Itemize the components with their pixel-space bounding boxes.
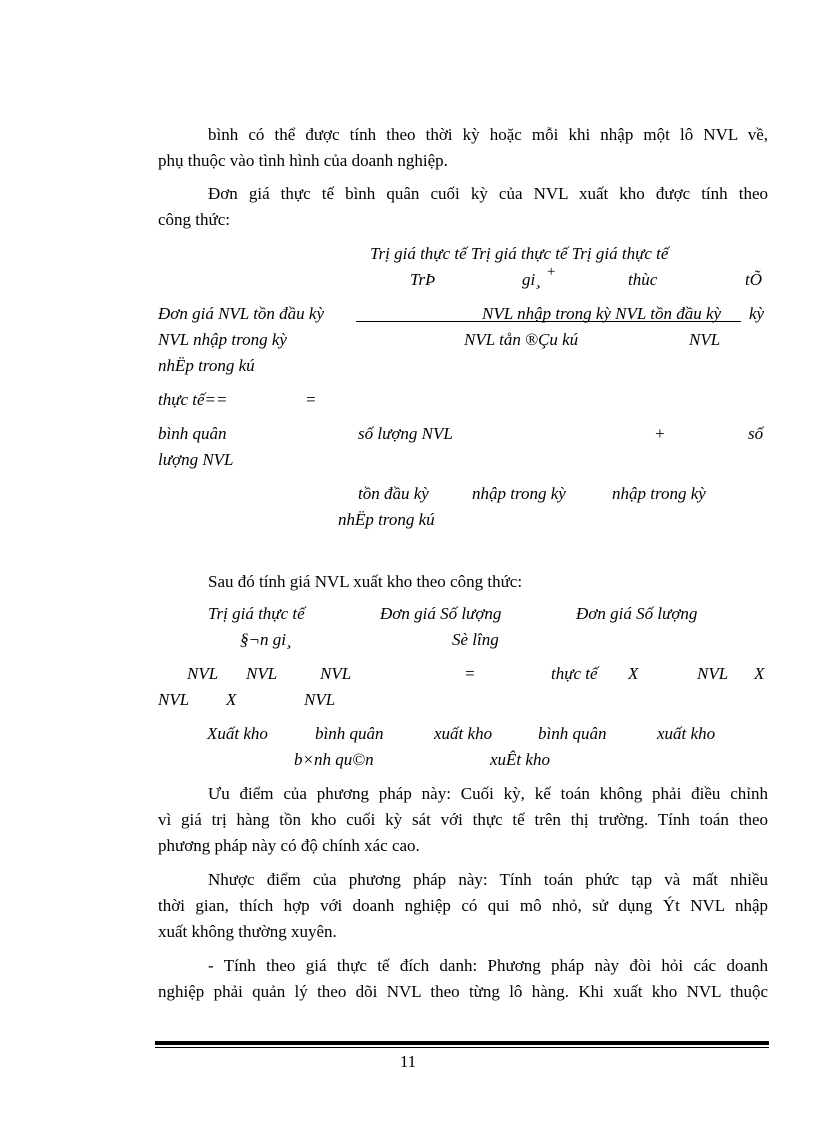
formula-text: §¬n gi¸ [240,630,292,649]
formula-text: số [748,424,764,443]
formula-operator: + [546,264,557,280]
formula-text: nhập trong kỳ [472,484,566,503]
formula-text: NVL [697,664,729,683]
formula-text: tồn đầu kỳ [358,484,429,503]
paragraph-line: Sau đó tính giá NVL xuất kho theo công thức: [208,572,523,591]
formula-text: NVL [158,690,190,709]
formula-text: b×nh qu©n [294,750,374,769]
formula-operator: = [305,390,317,409]
formula-text: tÕ [745,270,762,289]
paragraph-line: thời gian, thích hợp với doanh nghiệp có qui mô nhỏ, sử dụng Ýt NVL nhập [158,896,768,915]
formula-text: Đơn giá NVL tồn đầu kỳ [158,304,325,323]
formula-text: lượng NVL [158,450,234,469]
paragraph-line: phương pháp này có độ chính xác cao. [158,836,420,855]
paragraph-line: - Tính theo giá thực tế đích danh: Phương pháp này đòi hỏi các doanh [208,956,768,975]
paragraph-line: Đơn giá thực tế bình quân cuối kỳ của NVL xuất kho được tính theo [208,184,768,203]
paragraph-line: vì giá trị hàng tồn kho cuối kỳ sát với thực tế trên thị trường. Tính toán theo [158,810,768,829]
formula-text: NVL [320,664,352,683]
paragraph-line: phụ thuộc vào tình hình của doanh nghiệp. [158,151,448,170]
formula-text: Sè lîng [452,630,499,649]
formula-text: Đơn giá Số lượng [576,604,698,623]
formula-text: kỳ [749,304,765,323]
formula-text: NVL [304,690,336,709]
paragraph-line: công thức: [158,210,231,229]
paragraph-line: bình có thể được tính theo thời kỳ hoặc mỗi khi nhập một lô NVL về, [208,125,768,144]
paragraph-line: xuất không thường xuyên. [158,922,337,941]
formula-text: bình quân [315,724,384,743]
formula-text: nhập trong kỳ [612,484,706,503]
formula-text: bình quân [538,724,607,743]
formula-operator: X [628,664,639,683]
formula-text: NVL tån ®Çu kú [464,330,579,349]
footer-rule [155,1047,769,1048]
formula-text: Đơn giá Số lượng [380,604,502,623]
paragraph-line: Nhược điểm của phương pháp này: Tính toán phức tạp và mất nhiều [208,870,768,889]
formula-text: nhËp trong kú [158,356,255,375]
formula-operator: X [226,690,237,709]
formula-text: NVL nhập trong kỳ NVL tồn đầu kỳ [482,304,722,323]
formula-text: NVL [187,664,219,683]
formula-text: nhËp trong kú [338,510,435,529]
formula-text: NVL nhập trong kỳ [158,330,287,349]
formula-text: Trị giá thực tế [208,604,305,623]
paragraph-line: nghiệp phải quản lý theo dõi NVL theo từng lô hàng. Khi xuất kho NVL thuộc [158,982,768,1001]
formula-text: gi¸ [522,270,541,289]
formula-text: TrÞ [410,270,436,289]
formula-text: xuất kho [434,724,493,743]
formula-text: số lượng NVL [358,424,453,443]
formula-text: thực tế [551,664,598,683]
paragraph-line: Ưu điểm của phương pháp này: Cuối kỳ, kế toán không phải điều chỉnh [208,784,768,803]
page-number: 11 [399,1052,417,1071]
formula-text: Trị giá thực tế Trị giá thực tế Trị giá thực tế [370,244,669,263]
formula-operator: + [654,424,666,443]
formula-text: Xuất kho [207,724,268,743]
formula-text: xuÊt kho [490,750,550,769]
formula-operator: = [464,664,476,683]
footer-rule [155,1041,769,1045]
formula-text: NVL [246,664,278,683]
formula-text: bình quân [158,424,227,443]
formula-operator: X [754,664,765,683]
formula-text: thực tế== [158,390,228,409]
formula-text: xuất kho [657,724,716,743]
formula-text: thùc [628,270,658,289]
formula-text: NVL [689,330,721,349]
